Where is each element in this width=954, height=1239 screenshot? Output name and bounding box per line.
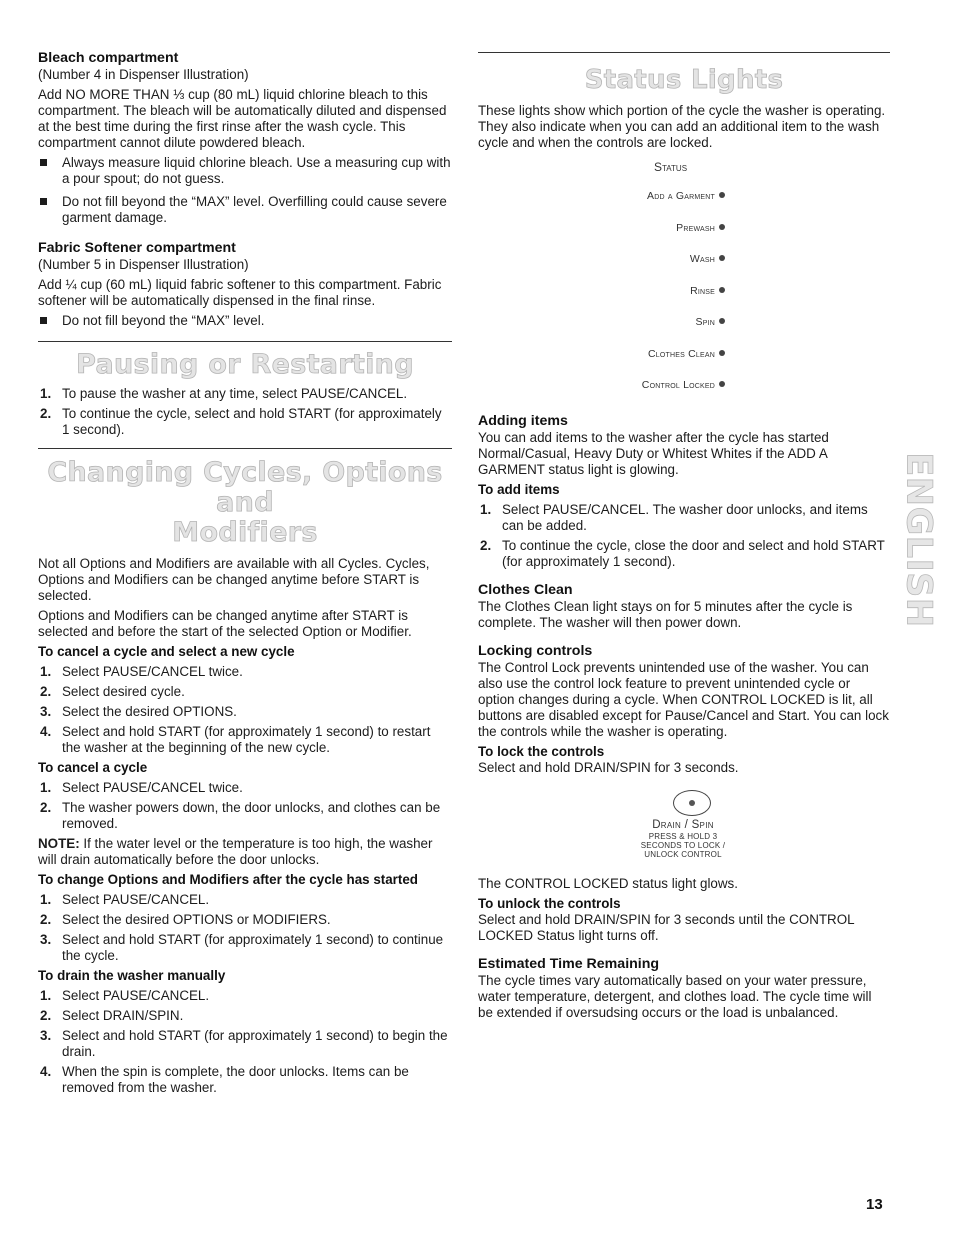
caption-line: UNLOCK CONTROL (644, 850, 722, 859)
status-light (647, 188, 725, 204)
changing-banner-line2: Modifiers (172, 517, 318, 548)
clothes-clean-body: The Clothes Clean light stays on for 5 minutes after the cycle is complete. The washer will then power down. (478, 599, 853, 630)
indicator-dot-icon (689, 800, 695, 806)
step-text: Select and hold START (for approximately 1 second) to begin the drain. (62, 1028, 448, 1059)
step-text: Select the desired OPTIONS. (62, 704, 237, 719)
right-column (478, 52, 890, 1021)
step-text: Select PAUSE/CANCEL. (62, 892, 210, 907)
status-light (642, 377, 725, 393)
step-text: Select PAUSE/CANCEL twice. (62, 780, 243, 795)
status-light (676, 220, 725, 236)
numbered-step: 4. Select and hold START (for approximately 1 second) to restart the washer at the beginning of the new cycle. (40, 724, 431, 755)
numbered-step: 1. To pause the washer at any time, select PAUSE/CANCEL. (40, 386, 408, 401)
softener-body: Add ¼ cup (60 mL) liquid fabric softener to this compartment. Fabric softener will be automatically dispensed in the final rinse. (38, 277, 442, 308)
page-number: 13 (866, 1196, 883, 1213)
section-divider (38, 448, 452, 449)
status-banner: Status Lights (584, 65, 784, 95)
add-items-heading: To add items (478, 482, 560, 497)
step-text: When the spin is complete, the door unlocks. Items can be removed from the washer. (62, 1064, 409, 1095)
numbered-step: 1. Select PAUSE/CANCEL. (40, 892, 210, 907)
bleach-heading: Bleach compartment (38, 50, 179, 66)
drain-spin-label: Drain / Spin (652, 819, 714, 831)
step-text: Select PAUSE/CANCEL. The washer door unlocks, and items can be added. (502, 502, 868, 533)
status-light (690, 283, 725, 299)
status-light (648, 346, 725, 362)
unlock-heading: To unlock the controls (478, 896, 621, 911)
numbered-step: 1. Select PAUSE/CANCEL twice. (40, 664, 243, 679)
section-divider (478, 52, 890, 53)
status-light-label: Prewash (676, 222, 715, 234)
numbered-step: 2. Select desired cycle. (40, 684, 185, 699)
section-divider (38, 341, 452, 342)
step-text: Select PAUSE/CANCEL. (62, 988, 210, 1003)
step-text: Select the desired OPTIONS or MODIFIERS. (62, 912, 331, 927)
numbered-step: 1. Select PAUSE/CANCEL. The washer door unlocks, and items can be added. (480, 502, 868, 533)
status-light-label: Clothes Clean (648, 348, 715, 360)
drain-heading: To drain the washer manually (38, 968, 226, 983)
step-text: Select desired cycle. (62, 684, 185, 699)
bullet-item: Do not fill beyond the “MAX” level. Overfilling could cause severe garment damage. (38, 194, 452, 226)
locking-heading: Locking controls (478, 643, 593, 659)
note-label: NOTE: (38, 836, 80, 851)
numbered-step: 3. Select and hold START (for approximately 1 second) to begin the drain. (40, 1028, 448, 1059)
pausing-banner: Pausing or Restarting (76, 349, 414, 380)
numbered-step: 3. Select and hold START (for approximately 1 second) to continue the cycle. (40, 932, 444, 963)
after-lock-text: The CONTROL LOCKED status light glows. (478, 876, 738, 891)
step-text: To continue the cycle, close the door and select and hold START (for approximately 1 second). (502, 538, 885, 569)
numbered-step: 2. Select the desired OPTIONS or MODIFIERS. (40, 912, 331, 927)
changing-banner-line1: Changing Cycles, Options and (47, 457, 443, 518)
status-indicator-dot (719, 381, 725, 387)
note-paragraph (38, 836, 452, 868)
locking-body: The Control Lock prevents unintended use of the washer. You can also use the control lock feature to prevent unintended cycle or option changes during a cycle. When CONTROL LOCKED is lit, all buttons are disabled except for Pause/Cancel and Start. You can lock the controls while the washer is operating. (478, 660, 889, 739)
bleach-body: Add NO MORE THAN ⅓ cup (80 mL) liquid chlorine bleach to this compartment. The bleach will be automatically diluted and dispensed at the best time during the first rinse after the wash cycle. This compartment cannot dilute powdered bleach. (38, 87, 447, 150)
cancel-heading: To cancel a cycle (38, 760, 148, 775)
status-intro: These lights show which portion of the cycle the washer is operating. They also indicate when you can add an additional item to the wash cycle and when the controls are locked. (478, 103, 886, 150)
bullet-item: Do not fill beyond the “MAX” level. (38, 313, 452, 329)
step-text: The washer powers down, the door unlocks, and clothes can be removed. (62, 800, 441, 831)
softener-subtitle: (Number 5 in Dispenser Illustration) (38, 257, 249, 272)
bullet-item: Always measure liquid chlorine bleach. Use a measuring cup with a pour spout; do not guess. (38, 155, 452, 187)
note-text: If the water level or the temperature is too high, the washer will drain automatically before the door unlocks. (38, 836, 433, 867)
changing-banner (38, 458, 452, 548)
numbered-step: 2. To continue the cycle, close the door and select and hold START (for approximately 1 second). (480, 538, 885, 569)
status-light-label: Add a Garment (647, 190, 715, 202)
status-panel-title: Status (654, 160, 688, 174)
lock-body: Select and hold DRAIN/SPIN for 3 seconds. (478, 760, 739, 775)
step-text: To pause the washer at any time, select PAUSE/CANCEL. (62, 386, 408, 401)
numbered-step: 4. When the spin is complete, the door unlocks. Items can be removed from the washer. (40, 1064, 409, 1095)
step-text: Select PAUSE/CANCEL twice. (62, 664, 243, 679)
numbered-step: 2. The washer powers down, the door unlocks, and clothes can be removed. (40, 800, 441, 831)
softener-heading: Fabric Softener compartment (38, 240, 236, 256)
numbered-step: 1. Select PAUSE/CANCEL. (40, 988, 210, 1003)
clothes-clean-heading: Clothes Clean (478, 582, 573, 598)
side-tab-english (899, 450, 940, 630)
status-lights-panel (478, 159, 890, 399)
status-light (696, 314, 725, 330)
numbered-step: 2. To continue the cycle, select and hold START (for approximately 1 second). (40, 406, 442, 437)
cancel-new-heading: To cancel a cycle and select a new cycle (38, 644, 295, 659)
status-light-label: Spin (695, 316, 715, 328)
drain-spin-caption (623, 832, 743, 859)
drain-spin-button-icon (673, 790, 711, 816)
status-indicator-dot (719, 255, 725, 261)
unlock-body: Select and hold DRAIN/SPIN for 3 seconds until the CONTROL LOCKED Status light turns off. (478, 912, 855, 943)
status-light-label: Control Locked (641, 379, 715, 391)
step-text: Select and hold START (for approximately 1 second) to continue the cycle. (62, 932, 444, 963)
step-text: Select and hold START (for approximately 1 second) to restart the washer at the beginning of the new cycle. (62, 724, 431, 755)
side-tab-text: ENGLISH (899, 452, 940, 628)
bleach-subtitle: (Number 4 in Dispenser Illustration) (38, 67, 249, 82)
status-indicator-dot (719, 350, 725, 356)
step-text: Select DRAIN/SPIN. (62, 1008, 184, 1023)
adding-heading: Adding items (478, 413, 568, 429)
drain-spin-button-figure (478, 790, 890, 876)
caption-line: SECONDS TO LOCK / (640, 841, 726, 850)
numbered-step: 2. Select DRAIN/SPIN. (40, 1008, 184, 1023)
left-column (38, 50, 452, 1100)
status-indicator-dot (719, 318, 725, 324)
numbered-step: 1. Select PAUSE/CANCEL twice. (40, 780, 243, 795)
status-light-label: Wash (689, 253, 715, 265)
adding-body: You can add items to the washer after the cycle has started Normal/Casual, Heavy Duty or Whitest Whites if the ADD A GARMENT status light is glowing. (478, 430, 829, 477)
status-light (690, 251, 725, 267)
status-indicator-dot (719, 287, 725, 293)
numbered-step: 3. Select the desired OPTIONS. (40, 704, 237, 719)
status-indicator-dot (719, 192, 725, 198)
caption-line: PRESS & HOLD 3 (648, 832, 718, 841)
step-text: To continue the cycle, select and hold START (for approximately 1 second). (62, 406, 442, 437)
estimated-body: The cycle times vary automatically based on your water pressure, water temperature, detergent, and clothes load. The cycle time will be extended if oversudsing occurs or the load is unbalanced. (478, 973, 872, 1020)
change-options-heading: To change Options and Modifiers after the cycle has started (38, 872, 418, 887)
status-light-label: Rinse (690, 285, 715, 297)
status-indicator-dot (719, 224, 725, 230)
changing-paragraph-1: Not all Options and Modifiers are available with all Cycles. Cycles, Options and Modifiers can be changed anytime before START is selected. (38, 556, 430, 603)
lock-heading: To lock the controls (478, 744, 605, 759)
changing-paragraph-2: Options and Modifiers can be changed anytime after START is selected and before the start of the selected Option or Modifier. (38, 608, 412, 639)
estimated-heading: Estimated Time Remaining (478, 956, 660, 972)
